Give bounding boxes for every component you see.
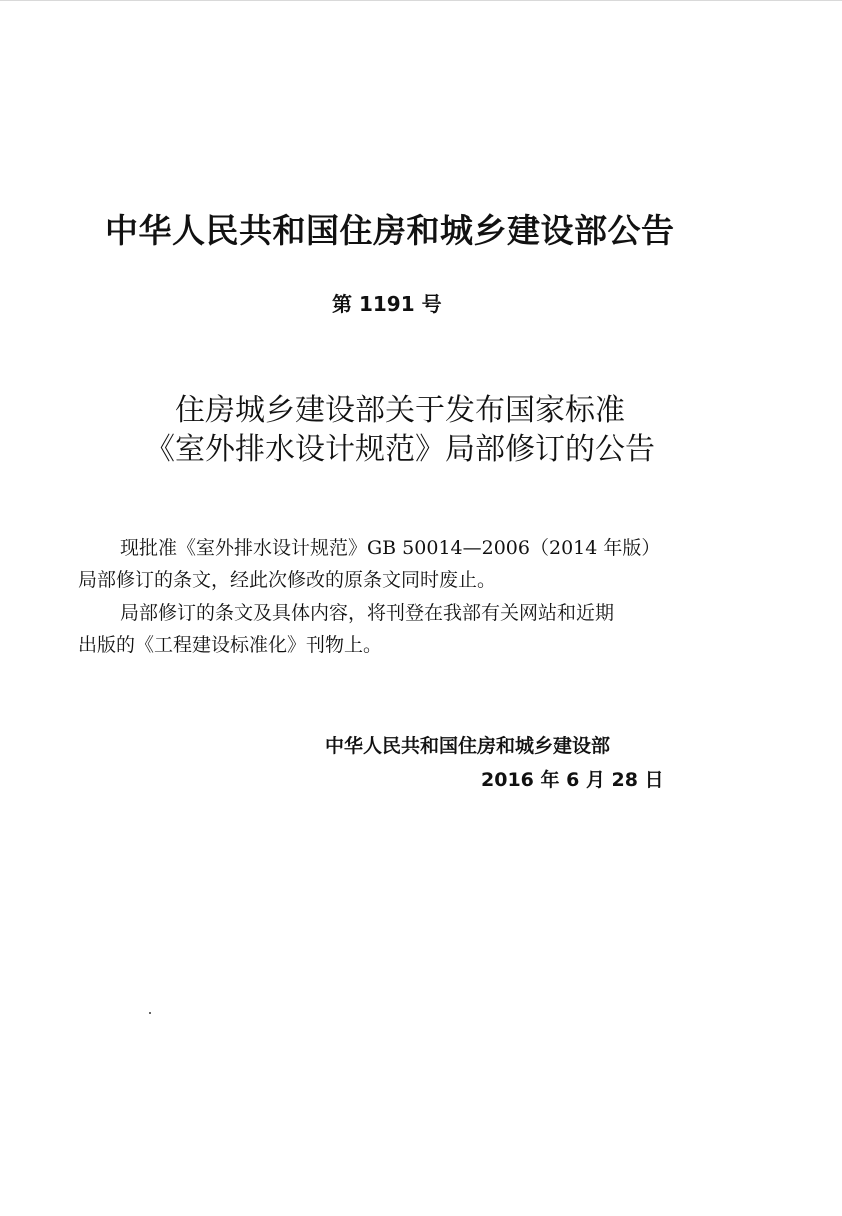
body-paragraph-1-line-2: 局部修订的条文，经此次修改的原条文同时废止。 [78,569,497,591]
page-top-border [0,0,842,1]
body-paragraph-2-line-2: 出版的《工程建设标准化》刊物上。 [78,634,383,656]
body-paragraph-1-line-1: 现批准《室外排水设计规范》GB 50014—2006（2014 年版） [120,537,661,559]
announcement-subtitle-line-2: 《室外排水设计规范》局部修订的公告 [145,432,655,467]
announcement-subtitle-line-1: 住房城乡建设部关于发布国家标准 [175,393,625,428]
signature-organization: 中华人民共和国住房和城乡建设部 [325,735,611,757]
signature-date: 2016 年 6 月 28 日 [481,769,664,791]
scan-speck [149,1012,151,1014]
announcement-number: 第 1191 号 [332,292,442,316]
announcement-heading: 中华人民共和国住房和城乡建设部公告 [105,211,675,250]
body-paragraph-2-line-1: 局部修订的条文及具体内容，将刊登在我部有关网站和近期 [120,602,615,624]
